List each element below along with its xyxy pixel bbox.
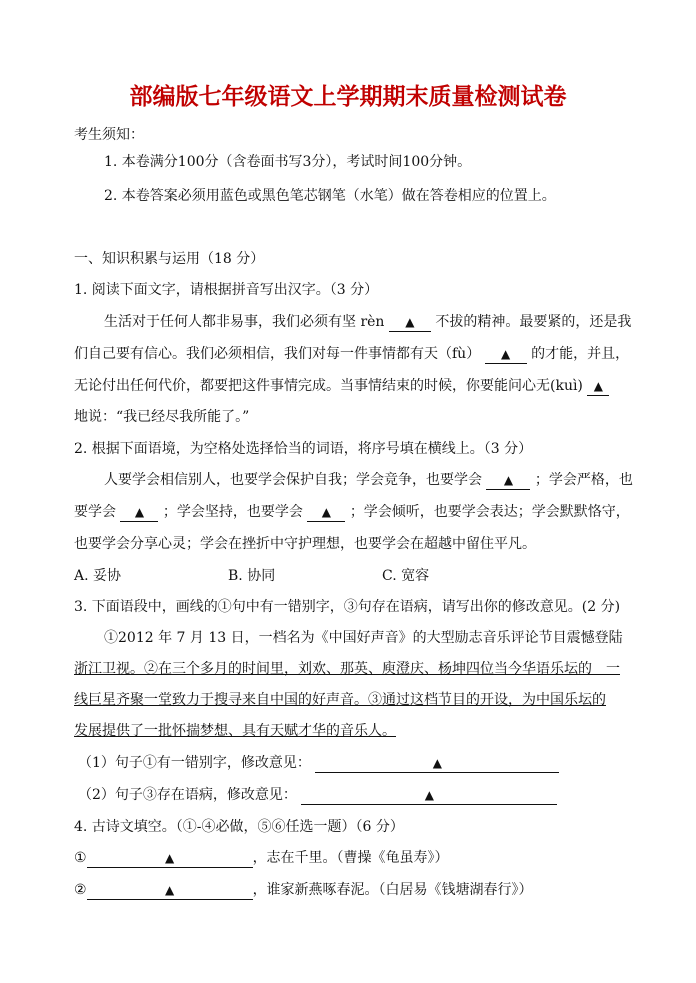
- q2-option-a: A. 妥协: [74, 568, 122, 584]
- q3-line-4: 发展提供了一批怀揣梦想、具有天赋才华的音乐人。: [74, 723, 396, 739]
- q2-text: ；学会倾听，也要学会表达；学会默默恪守，: [349, 504, 630, 520]
- q1-text: 无论付出任何代价，都要把这件事情完成。当事情结束的时候，你要能问心无(kuì): [74, 378, 583, 394]
- q1-text: 的才能，并且，: [531, 346, 630, 362]
- notice-item-2: 2. 本卷答案必须用蓝色或黑色笔芯钢笔（水笔）做在答卷相应的位置上。: [104, 188, 556, 204]
- q3-line-2: 浙江卫视。②在三个多月的时间里，刘欢、那英、庾澄庆、杨坤四位当今华语乐坛的 一: [74, 661, 620, 677]
- notice-heading: 考生须知：: [74, 127, 144, 143]
- q2-text: 要学会: [74, 504, 116, 520]
- q2-prompt: 2. 根据下面语境，为空格处选择恰当的词语，将序号填在横线上。（3 分）: [74, 441, 533, 457]
- q2-text: ；学会严格，也: [534, 472, 633, 488]
- q2-blank-1[interactable]: [486, 471, 530, 490]
- q4-item-number: ②: [74, 882, 87, 898]
- q1-blank-2[interactable]: [485, 345, 527, 364]
- q2-option-c: C. 宽容: [382, 568, 430, 584]
- q4-item-1: [74, 848, 449, 868]
- section-heading: 一、知识积累与运用（18 分）: [74, 251, 265, 267]
- q1-text: 们自己要有信心。我们必须相信，我们对每一件事情都有天（fù）: [74, 346, 481, 362]
- q4-blank-1[interactable]: [87, 849, 253, 868]
- q4-item-text: ，谁家新燕啄春泥。（白居易《钱塘湖春行》）: [252, 882, 533, 898]
- q2-line-1: [104, 470, 633, 490]
- answer-marker-icon: ▲: [164, 883, 175, 897]
- q2-options: [74, 566, 429, 586]
- answer-marker-icon: ▲: [164, 851, 175, 865]
- answer-marker-icon: ▲: [405, 315, 415, 329]
- answer-marker-icon: ▲: [503, 473, 514, 487]
- q3-sub-2: [78, 785, 557, 805]
- answer-marker-icon: ▲: [501, 347, 511, 361]
- q1-line-2: [74, 344, 629, 364]
- q2-line-3: 也要学会分享心灵；学会在挫折中守护理想，也要学会在超越中留住平凡。: [74, 536, 536, 552]
- q2-text: ；学会坚持，也要学会: [162, 504, 303, 520]
- q3-prompt: 3. 下面语段中，画线的①句中有一错别字，③句存在语病，请写出你的修改意见。(2 分): [74, 599, 621, 615]
- q2-blank-2[interactable]: [120, 503, 158, 522]
- q3-line-3: 线巨星齐聚一堂致力于搜寻来自中国的好声音。③通过这档节目的开设，为中国乐坛的: [74, 692, 606, 708]
- q1-blank-1[interactable]: [389, 313, 431, 332]
- q3-answer-1[interactable]: [315, 754, 559, 773]
- q2-option-b: B. 协同: [228, 568, 276, 584]
- q1-text: 不拔的精神。最要紧的，还是我: [435, 314, 632, 330]
- answer-marker-icon: ▲: [593, 379, 603, 393]
- q1-text: 生活对于任何人都非易事，我们必须有坚 rèn: [104, 314, 385, 330]
- q3-answer-2[interactable]: [301, 786, 557, 805]
- q1-blank-3[interactable]: [587, 377, 609, 396]
- q4-prompt: 4. 古诗文填空。（①-④必做，⑤⑥任选一题）（6 分）: [74, 819, 404, 835]
- notice-item-1: 1. 本卷满分100分（含卷面书写3分），考试时间100分钟。: [104, 154, 472, 170]
- exam-title: 部编版七年级语文上学期期末质量检测试卷: [129, 84, 567, 110]
- q2-text: 人要学会相信别人，也要学会保护自我；学会竞争，也要学会: [104, 472, 482, 488]
- q1-prompt: 1. 阅读下面文字，请根据拼音写出汉字。（3 分）: [74, 282, 379, 298]
- q1-line-3: [74, 376, 609, 396]
- q2-blank-3[interactable]: [307, 503, 345, 522]
- answer-marker-icon: ▲: [321, 505, 331, 519]
- q4-blank-2[interactable]: [87, 881, 253, 900]
- q3-line-1: ①2012 年 7 月 13 日，一档名为《中国好声音》的大型励志音乐评论节目震憾登陆: [104, 630, 623, 646]
- q3-sub-1: [78, 753, 559, 773]
- answer-marker-icon: ▲: [432, 756, 442, 770]
- q2-line-2: [74, 502, 630, 522]
- answer-marker-icon: ▲: [424, 788, 434, 802]
- q4-item-2: [74, 880, 533, 900]
- q1-line-1: [104, 312, 631, 332]
- q3-sub-label: （1）句子①有一错别字，修改意见：: [78, 755, 311, 771]
- q3-sub-label: （2）句子③存在语病，修改意见：: [78, 787, 297, 803]
- q4-item-text: ，志在千里。（曹操《龟虽寿》）: [252, 850, 449, 866]
- q1-line-4: 地说：“我已经尽我所能了。”: [74, 409, 250, 425]
- q4-item-number: ①: [74, 850, 87, 866]
- answer-marker-icon: ▲: [134, 505, 145, 519]
